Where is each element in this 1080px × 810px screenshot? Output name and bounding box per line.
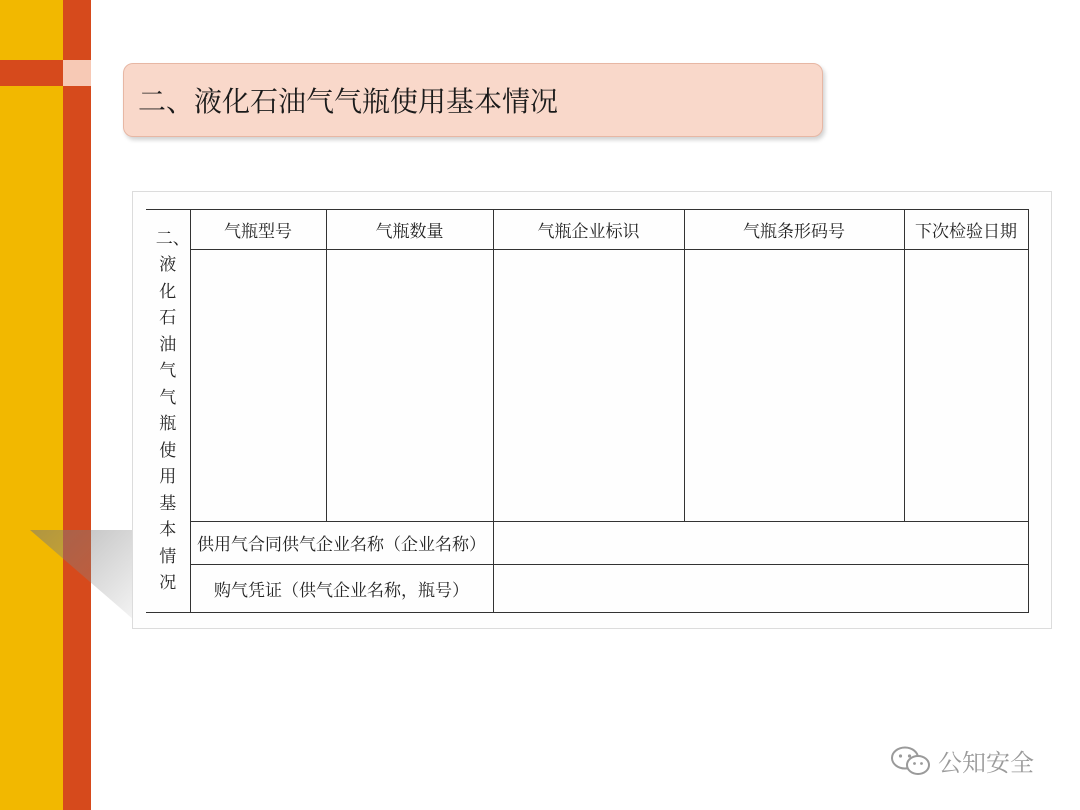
watermark [890, 743, 1034, 778]
voucher-label: 购气凭证（供气企业名称，瓶号） [190, 564, 493, 612]
column-header: 下次检验日期 [904, 210, 1028, 250]
title-box [123, 63, 823, 137]
left-stripe-yellow [0, 0, 63, 810]
page-title: 二、液化石油气气瓶使用基本情况 [138, 85, 559, 118]
empty-cell [904, 250, 1028, 522]
contract-row [146, 522, 1028, 564]
form-image [132, 191, 1052, 629]
voucher-row [146, 564, 1028, 612]
column-header: 气瓶数量 [326, 210, 493, 250]
empty-cell [493, 564, 1028, 612]
empty-cell [684, 250, 904, 522]
empty-cell [326, 250, 493, 522]
side-label-cell [146, 210, 190, 613]
column-header: 气瓶型号 [190, 210, 326, 250]
side-label: 二、液化石油气气瓶使用基本情况 [155, 228, 190, 593]
left-band-orange [0, 60, 63, 86]
left-band-light [63, 60, 91, 86]
empty-cell [190, 250, 326, 522]
watermark-text: 公知安全 [938, 749, 1034, 777]
contract-label: 供用气合同供气企业名称（企业名称） [190, 522, 493, 564]
empty-cell [493, 250, 684, 522]
table-body-row [146, 250, 1028, 522]
table-header-row [146, 210, 1028, 250]
info-form-table [146, 209, 1029, 613]
column-header: 气瓶条形码号 [684, 210, 904, 250]
column-header: 气瓶企业标识 [493, 210, 684, 250]
left-stripe-orange [63, 0, 91, 810]
empty-cell [493, 522, 1028, 564]
wechat-icon [890, 745, 932, 777]
